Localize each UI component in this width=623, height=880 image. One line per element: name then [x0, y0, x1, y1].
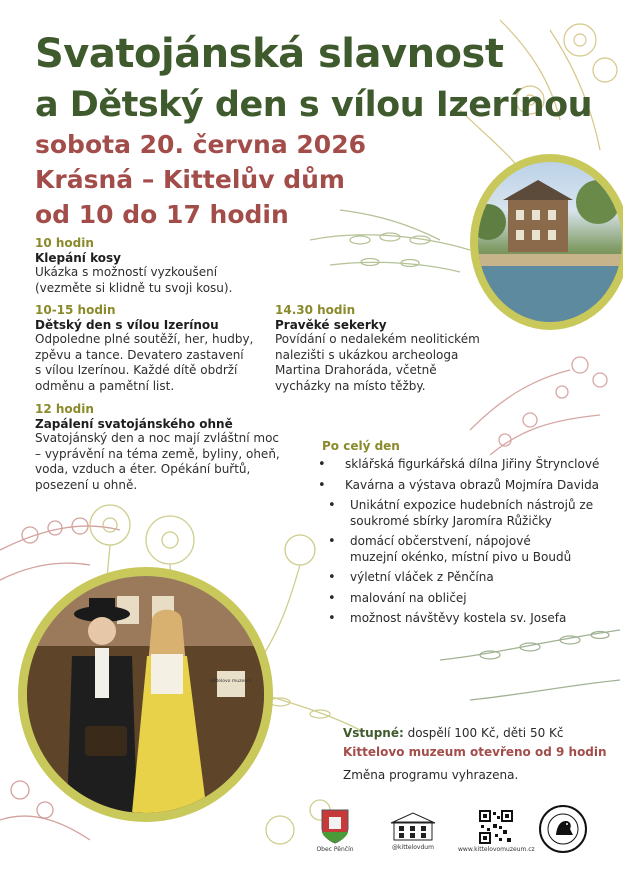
list-item: • možnost návštěvy kostela sv. Josefa — [328, 611, 622, 627]
all-day-heading: Po celý den — [322, 439, 400, 453]
list-item: • Unikátní expozice hudebních nástrojů ze soukromé sbírky Jaromíra Růžičky — [328, 498, 622, 529]
program-time: 10 hodin — [35, 236, 94, 250]
admission-info — [343, 726, 564, 740]
admission-prices: dospělí 100 Kč, děti 50 Kč — [403, 726, 564, 740]
program-time: 12 hodin — [35, 402, 94, 416]
program-item-2 — [35, 303, 290, 394]
program-description: Ukázka s možností vyzkoušení (vezměte si klidně tu svoji kosu). — [35, 265, 233, 295]
museum-open-info: Kittelovo muzeum otevřeno od 9 hodin — [343, 745, 607, 759]
obec-pencin-label: Obec Pěnčín — [316, 846, 354, 853]
program-title: Klepání kosy — [35, 251, 121, 265]
event-title-line2: a Dětský den s vílou Izerínou — [35, 85, 593, 125]
list-item: • domácí občerstvení, nápojové muzejní okénko, místní pivo u Boudů — [328, 534, 622, 565]
program-item-1 — [35, 236, 290, 296]
program-item-3 — [35, 402, 290, 493]
qr-code-icon — [479, 810, 513, 844]
website-logo — [458, 810, 533, 853]
program-time: 14.30 hodin — [275, 303, 356, 317]
event-place: Krásná – Kittelův dům — [35, 165, 345, 194]
program-title: Pravěké sekerky — [275, 318, 387, 332]
event-title-line1: Svatojánská slavnost — [35, 31, 504, 77]
list-item: • malování na obličej — [328, 591, 622, 607]
program-item-4 — [275, 303, 515, 394]
program-title: Zapálení svatojánského ohně — [35, 417, 233, 431]
house-drawing-icon — [388, 810, 438, 842]
program-title: Dětský den s vílou Izerínou — [35, 318, 219, 332]
program-time: 10-15 hodin — [35, 303, 116, 317]
house-illustration-icon — [478, 162, 622, 322]
list-item: • Kavárna a výstava obrazů Mojmíra Davida — [318, 478, 622, 494]
museum-seal-icon — [539, 805, 587, 853]
people-illustration-icon — [27, 576, 264, 813]
program-description: Svatojánský den a noc mají zvláštní moc – vyprávění na téma země, byliny, oheň, voda, vzduch a éter. Opékání buřtů, posezení u ohně. — [35, 431, 280, 492]
event-hours: od 10 do 17 hodin — [35, 200, 289, 229]
all-day-list — [318, 457, 622, 627]
program-description: Odpoledne plné soutěží, her, hudby, zpěvu a tance. Devatero zastavení s vílou Izerínou. Každé dítě obdrží odměnu a pamětní list. — [35, 332, 254, 393]
website-url: www.kittelovomuzeum.cz — [458, 846, 535, 853]
costumed-people-photo — [18, 567, 273, 822]
museum-seal-logo — [539, 805, 587, 853]
program-description: Povídání o nedalekém neolitickém nalezišti s ukázkou archeologa Martina Drahoráda, včetně vycházky na místo těžby. — [275, 332, 480, 393]
social-handle: @kittelovdum — [392, 844, 434, 851]
list-item: • sklářská figurkářská dílna Jiřiny Štrynclové — [318, 457, 622, 473]
photo-sign-text: Kittelovo muzeum — [210, 679, 252, 684]
event-date: sobota 20. června 2026 — [35, 130, 366, 159]
social-logo — [383, 810, 443, 851]
list-item: • výletní vláček z Pěnčína — [328, 570, 622, 586]
coat-of-arms-icon — [320, 808, 350, 844]
admission-label: Vstupné: — [343, 726, 404, 740]
program-change-note: Změna programu vyhrazena. — [343, 768, 519, 782]
obec-pencin-logo — [300, 808, 370, 853]
all-day-section — [322, 439, 622, 632]
